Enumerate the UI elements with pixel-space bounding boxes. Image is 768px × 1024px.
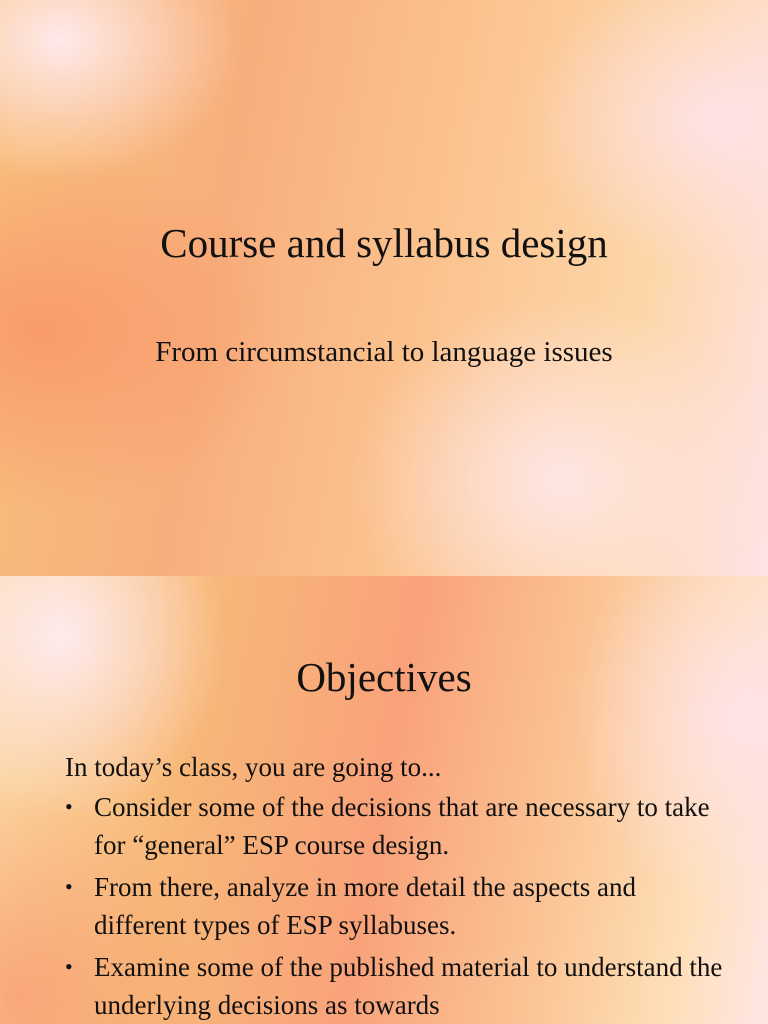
- bullet-icon: •: [65, 794, 73, 819]
- list-item-text: Examine some of the published material to understand the underlying decisions as towards: [94, 952, 723, 1020]
- slide-subtitle: From circumstancial to language issues: [155, 336, 613, 368]
- slide-objectives: [0, 576, 768, 1024]
- objectives-list: [65, 788, 725, 1024]
- list-item: [65, 868, 725, 944]
- list-item: [65, 788, 725, 864]
- slide-title: Objectives: [296, 654, 472, 700]
- list-item-text: Consider some of the decisions that are necessary to take for “general” ESP course design.: [94, 792, 710, 860]
- bullet-icon: •: [65, 874, 73, 899]
- bullet-icon: •: [65, 954, 73, 979]
- slide-title: Course and syllabus design: [160, 220, 608, 266]
- list-item: [65, 948, 725, 1024]
- list-item-text: From there, analyze in more detail the aspects and different types of ESP syllabuses.: [94, 872, 637, 940]
- objectives-body: [65, 748, 725, 1024]
- intro-text: In today’s class, you are going to...: [65, 752, 442, 782]
